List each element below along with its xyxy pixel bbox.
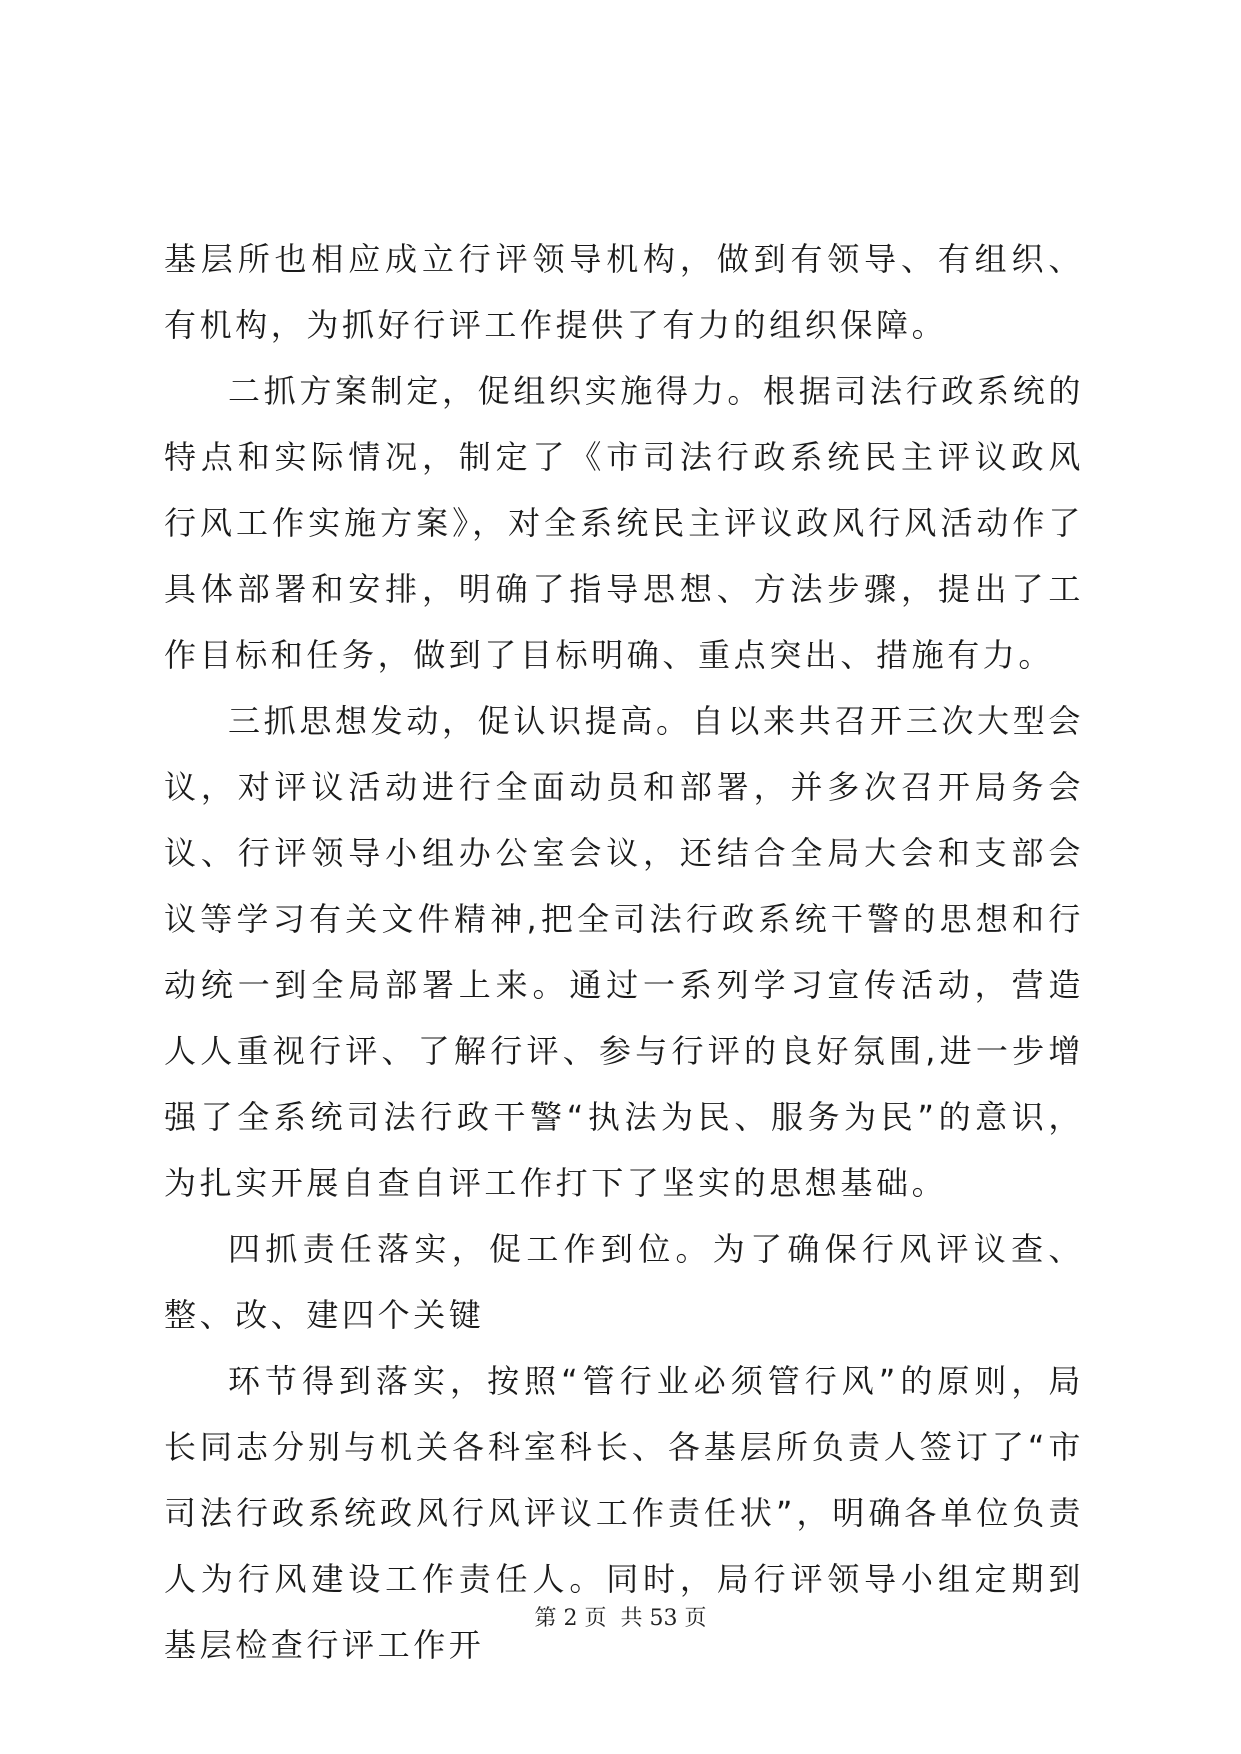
body-text [164,226,1084,1678]
paragraph-3: 三抓思想发动，促认识提高。自以来共召开三次大型会议，对评议活动进行全面动员和部署，并多次召开局务会议、行评领导小组办公室会议，还结合全局大会和支部会议等学习有关文件精神,把全司法行政系统干警的思想和行动统一到全局部署上来。通过一系列学习宣传活动，营造人人重视行评、了解行评、参与行评的良好氛围,进一步增强了全系统司法行政干警“执法为民、服务为民”的意识，为扎实开展自查自评工作打下了坚实的思想基础。 [164,702,1084,1202]
paragraph-1: 基层所也相应成立行评领导机构，做到有领导、有组织、有机构，为抓好行评工作提供了有力的组织保障。 [164,240,1084,344]
paragraph-2: 二抓方案制定，促组织实施得力。根据司法行政系统的特点和实际情况，制定了《市司法行政系统民主评议政风行风工作实施方案》，对全系统民主评议政风行风活动作了具体部署和安排，明确了指导思想、方法步骤，提出了工作目标和任务，做到了目标明确、重点突出、措施有力。 [164,372,1084,674]
page-number-label: 第 2 页 共 53 页 [534,1606,707,1631]
paragraph-5: 环节得到落实，按照“管行业必须管行风”的原则，局长同志分别与机关各科室科长、各基层所负责人签订了“市司法行政系统政风行风评议工作责任状”，明确各单位负责人为行风建设工作责任人。同时，局行评领导小组定期到基层检查行评工作开 [164,1362,1084,1664]
paragraph-4: 四抓责任落实，促工作到位。为了确保行风评议查、整、改、建四个关键 [164,1230,1084,1334]
page-footer [0,1604,1241,1634]
